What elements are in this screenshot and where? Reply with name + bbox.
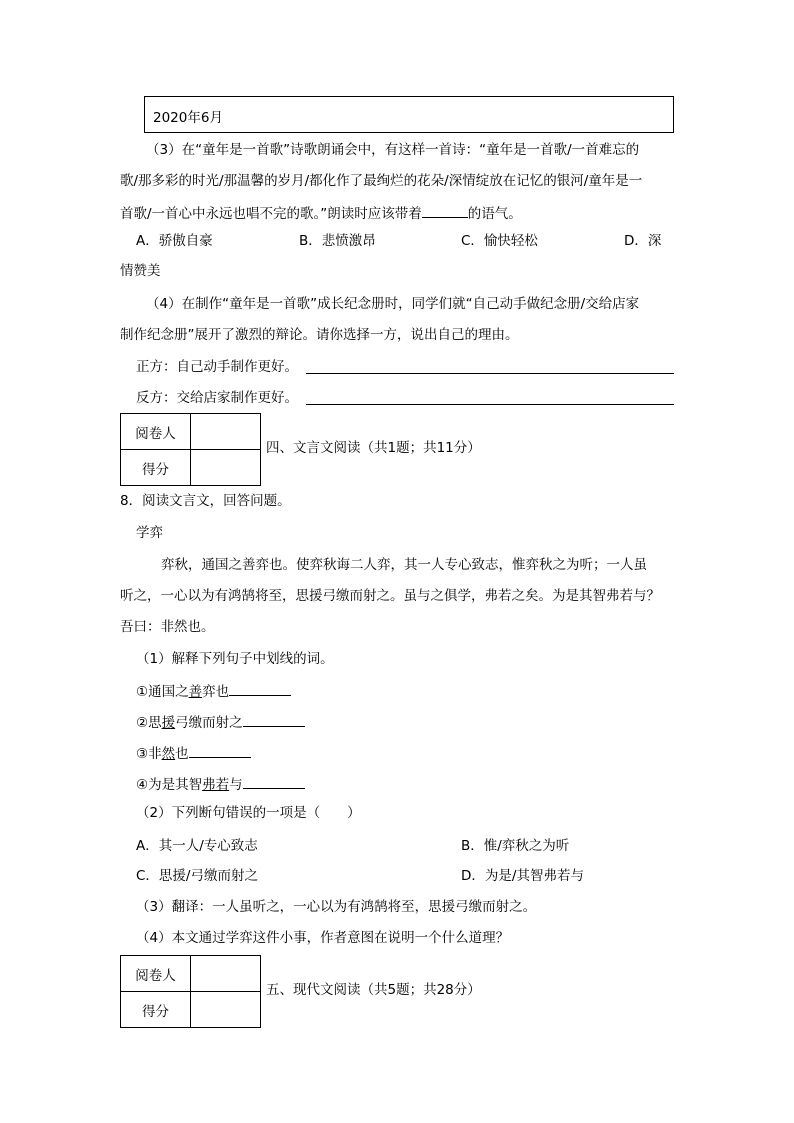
underlined-word: 然 (161, 746, 176, 762)
score-label: 得分 (121, 992, 191, 1028)
q3-line-3-text: 首歌/一首心中永远也唱不完的歌。”朗读时应该带着 (120, 206, 422, 222)
passage-title: 学弈 (136, 525, 163, 541)
item-4 (136, 774, 305, 794)
item-text: ②思 (136, 715, 162, 731)
q3-option-a: A．骄傲自豪 (136, 233, 213, 249)
passage-line-3: 吾曰：非然也。 (120, 619, 215, 635)
reviewer-label: 阅卷人 (121, 414, 191, 450)
sub-question-1: （1）解释下列句子中划线的词。 (136, 651, 334, 667)
answer-blank[interactable] (422, 203, 468, 218)
q3-line-1: （3）在“童年是一首歌”诗歌朗诵会中，有这样一首诗：“童年是一首歌/一首难忘的 (146, 142, 640, 158)
answer-blank[interactable] (243, 774, 305, 789)
score-table-4 (120, 413, 261, 486)
q8-option-c: C．思援/弓缴而射之 (136, 868, 258, 884)
underlined-word: 弗若 (202, 777, 230, 793)
answer-blank[interactable] (229, 681, 291, 696)
q3-option-d-wrap: 情赞美 (120, 263, 161, 279)
score-table-5 (120, 955, 261, 1028)
item-text: 弈也 (202, 684, 230, 700)
item-text: 也 (175, 746, 189, 762)
answer-blank[interactable] (243, 712, 305, 727)
q3-tail: 的语气。 (467, 206, 522, 222)
item-text: 弓缴而射之 (175, 715, 243, 731)
q3-line-2: 歌/那多彩的时光/那温馨的岁月/都化作了最绚烂的花朵/深情绽放在记忆的银河/童年是一 (120, 173, 643, 189)
sub-question-4: （4）本文通过学弈这件小事，作者意图在说明一个什么道理？ (136, 930, 510, 946)
item-2 (136, 712, 305, 732)
item-text: ③非 (136, 746, 162, 762)
q8-stem: 8．阅读文言文，回答问题。 (120, 493, 291, 509)
date-text: 2020年6月 (153, 110, 223, 126)
item-1 (136, 681, 291, 701)
reviewer-cell[interactable] (191, 414, 261, 450)
q4-con: 反方：交给店家制作更好。 (136, 390, 298, 406)
q8-option-b: B．惟/弈秋之为听 (461, 838, 570, 854)
reviewer-cell[interactable] (191, 956, 261, 992)
score-cell[interactable] (191, 992, 261, 1028)
sub-question-3: （3）翻译：一人虽听之，一心以为有鸿鹄将至，思援弓缴而射之。 (136, 899, 537, 915)
item-3 (136, 743, 251, 763)
q4-line-2: 制作纪念册”展开了激烈的辩论。请你选择一方，说出自己的理由。 (120, 327, 519, 343)
date-box (144, 96, 674, 133)
score-cell[interactable] (191, 450, 261, 486)
section-4-heading: 四、文言文阅读（共1题；共11分） (266, 440, 481, 456)
q4-line-1: （4）在制作“童年是一首歌”成长纪念册时，同学们就“自己动手做纪念册/交给店家 (146, 296, 640, 312)
q8-option-d: D．为是/其智弗若与 (461, 868, 584, 884)
q3-option-b: B．悲愤激昂 (299, 233, 376, 249)
reviewer-label: 阅卷人 (121, 956, 191, 992)
q4-pro: 正方：自己动手制作更好。 (136, 359, 298, 375)
section-5-heading: 五、现代文阅读（共5题；共28分） (266, 982, 481, 998)
item-text: 与 (229, 777, 243, 793)
passage-line-2: 听之，一心以为有鸿鹄将至，思援弓缴而射之。虽与之俱学，弗若之矣。为是其智弗若与？ (120, 588, 660, 604)
underlined-word: 援 (161, 715, 176, 731)
q8-option-a: A．其一人/专心致志 (136, 838, 258, 854)
score-label: 得分 (121, 450, 191, 486)
pro-answer-line[interactable] (306, 373, 674, 374)
item-text: ④为是其智 (136, 777, 203, 793)
q3-option-d: D．深 (624, 233, 662, 249)
q3-line-3 (120, 203, 522, 223)
sub-question-2: （2）下列断句错误的一项是（ ） (136, 805, 361, 821)
q3-option-c: C．愉快轻松 (461, 233, 538, 249)
passage-line-1: 弈秋，通国之善弈也。使弈秋诲二人弈，其一人专心致志，惟弈秋之为听；一人虽 (161, 557, 647, 573)
answer-blank[interactable] (189, 743, 251, 758)
item-text: ①通国之 (136, 684, 189, 700)
underlined-word: 善 (188, 684, 203, 700)
con-answer-line[interactable] (306, 404, 674, 405)
